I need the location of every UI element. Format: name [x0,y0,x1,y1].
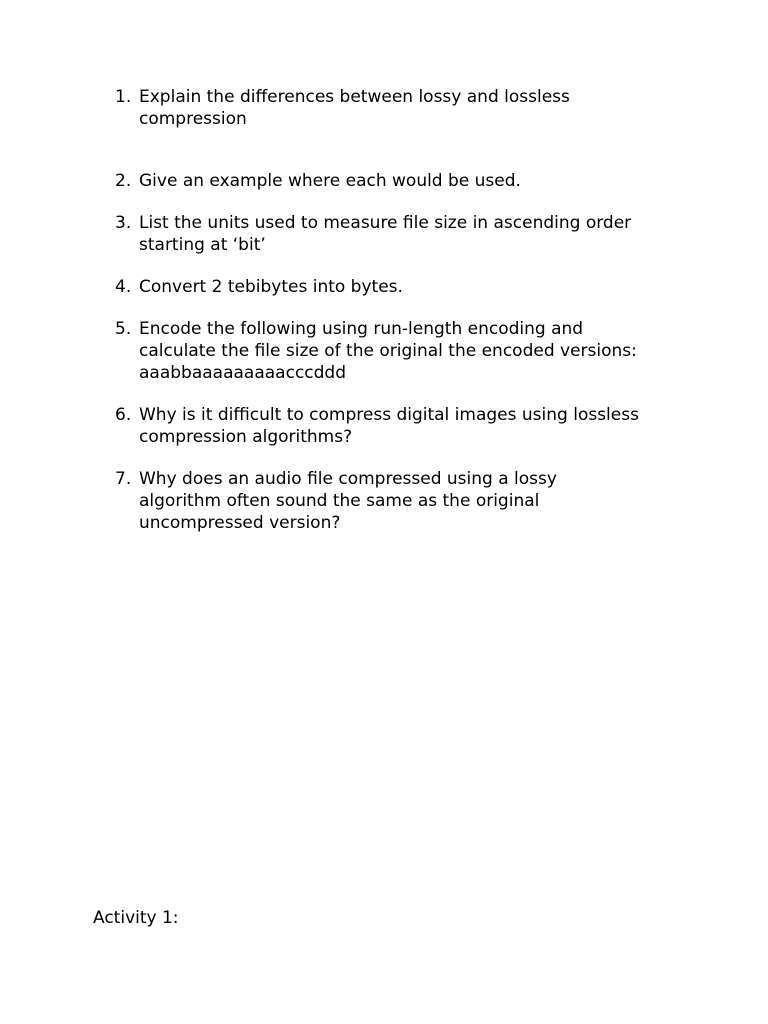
question-item-3 [115,212,685,256]
question-item-4 [115,276,685,298]
question-item-5 [115,318,685,384]
question-number: 2. [115,171,132,191]
question-text: Why does an audio file compressed using a lossy algorithm often sound the same as the original uncompressed version? [139,469,557,533]
question-number: 3. [115,213,132,233]
question-item-2 [115,170,685,192]
question-text: Why is it difficult to compress digital images using lossless compression algorithms? [139,405,639,447]
question-item-1 [115,86,685,130]
question-number: 6. [115,405,132,425]
question-number: 7. [115,469,132,489]
question-text: Give an example where each would be used. [139,171,521,191]
question-number: 1. [115,87,132,107]
question-text: Convert 2 tebibytes into bytes. [139,277,403,297]
question-item-6 [115,404,685,448]
question-item-7 [115,468,685,534]
question-number: 5. [115,319,132,339]
question-text: Explain the differences between lossy and lossless compression [139,87,570,129]
activity-label: Activity 1: [93,908,179,928]
question-number: 4. [115,277,132,297]
question-text: List the units used to measure file size in ascending order starting at ‘bit’ [139,213,632,255]
question-text: Encode the following using run-length encoding and calculate the file size of the original the encoded versions: aaabbaaaaaaaaacccddd [139,319,637,383]
